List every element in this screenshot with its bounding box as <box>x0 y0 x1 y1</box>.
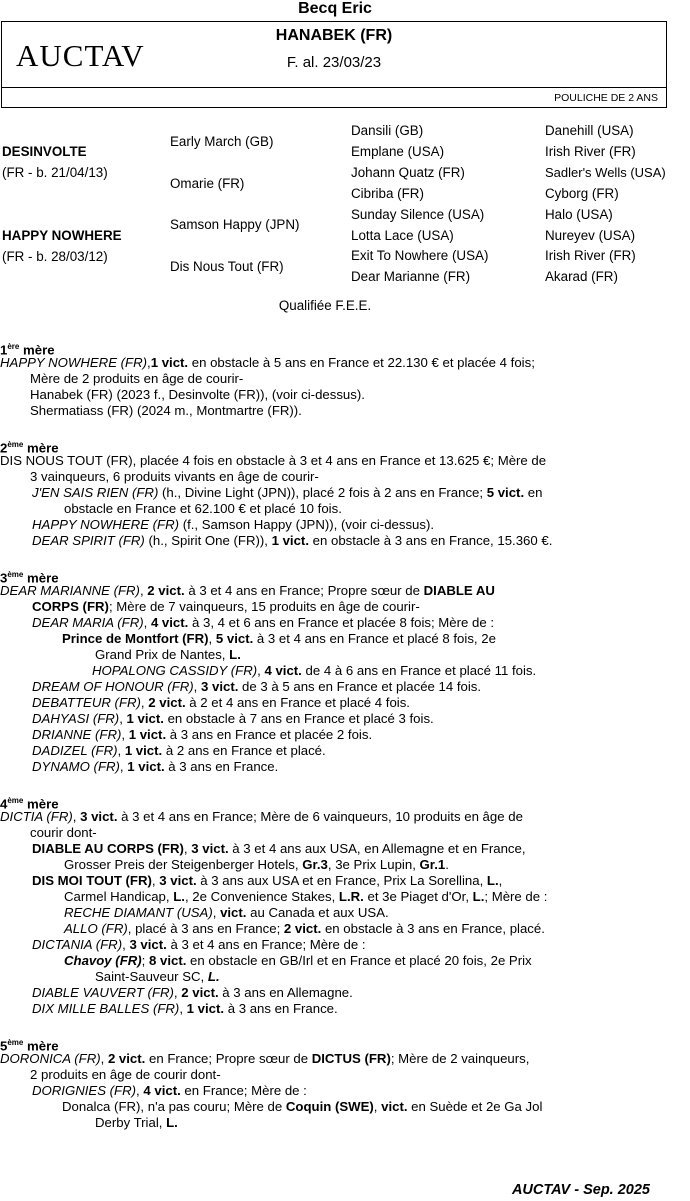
pedigree-gen4: Sadler's Wells (USA) <box>545 165 666 180</box>
text-line: DICTANIA (FR), 3 vict. à 3 et 4 ans en France; Mère de : <box>32 937 366 952</box>
horse-name: HANABEK (FR) <box>275 27 393 44</box>
pedigree-gen3: Exit To Nowhere (USA) <box>351 248 489 263</box>
text-line: Carmel Handicap, L., 2e Convenience Stakes, L.R. et 3e Piaget d'Or, L.; Mère de : <box>64 889 548 904</box>
horse-info: F. al. 23/03/23 <box>286 54 382 71</box>
dam-heading: 5ème mère <box>0 1038 59 1054</box>
pedigree-gen4: Irish River (FR) <box>545 144 636 159</box>
text-line: DREAM OF HONOUR (FR), 3 vict. de 3 à 5 ans en France et placée 14 fois. <box>32 679 482 694</box>
text-line: Hanabek (FR) (2023 f., Desinvolte (FR)), (voir ci-dessus). <box>30 387 365 402</box>
header-divider <box>2 87 666 88</box>
pedigree-gen3: Dansili (GB) <box>351 123 424 138</box>
text-line: DIS MOI TOUT (FR), 3 vict. à 3 ans aux USA et en France, Prix La Sorellina, L., <box>32 873 503 888</box>
text-line: Grosser Preis der Steigenberger Hotels, Gr.3, 3e Prix Lupin, Gr.1. <box>64 857 449 872</box>
pedigree-gen3: Johann Quatz (FR) <box>351 165 465 180</box>
text-line: HOPALONG CASSIDY (FR), 4 vict. de 4 à 6 ans en France et placé 11 fois. <box>92 663 537 678</box>
text-line: DEBATTEUR (FR), 2 vict. à 2 et 4 ans en France et placé 4 fois. <box>32 695 410 710</box>
horse-category: POULICHE DE 2 ANS <box>554 92 658 104</box>
text-line: DORONICA (FR), 2 vict. en France; Propre sœur de DICTUS (FR); Mère de 2 vainqueurs, <box>0 1051 530 1066</box>
pedigree-gen2: Dis Nous Tout (FR) <box>170 259 284 274</box>
pedigree-sire-name: DESINVOLTE <box>2 144 87 159</box>
text-line: HAPPY NOWHERE (FR),1 vict. en obstacle à 5 ans en France et 22.130 € et placée 4 fois; <box>0 355 535 370</box>
dam-heading: 1ère mère <box>0 342 55 358</box>
dam-heading: 3ème mère <box>0 570 59 586</box>
auctav-logo: AUCTAV <box>16 38 145 73</box>
pedigree-gen3: Emplane (USA) <box>351 144 445 159</box>
pedigree-gen4: Halo (USA) <box>545 207 613 222</box>
text-line: DIX MILLE BALLES (FR), 1 vict. à 3 ans en France. <box>32 1001 338 1016</box>
pedigree-sire-info: (FR - b. 21/04/13) <box>2 165 108 180</box>
pedigree-gen3: Cibriba (FR) <box>351 186 424 201</box>
dam-heading: 2ème mère <box>0 440 59 456</box>
text-line: courir dont- <box>30 825 97 840</box>
text-line: DIS NOUS TOUT (FR), placée 4 fois en obstacle à 3 et 4 ans en France et 13.625 €; Mère de <box>0 453 547 468</box>
text-line: obstacle en France et 62.100 € et placé 10 fois. <box>64 501 342 516</box>
pedigree-gen3: Dear Marianne (FR) <box>351 269 471 284</box>
text-line: 2 produits en âge de courir dont- <box>30 1067 221 1082</box>
qualification: Qualifiée F.E.E. <box>278 298 372 313</box>
pedigree-gen4: Nureyev (USA) <box>545 228 636 243</box>
text-line: DRIANNE (FR), 1 vict. à 3 ans en France et placée 2 fois. <box>32 727 373 742</box>
text-line: DAHYASI (FR), 1 vict. en obstacle à 7 ans en France et placé 3 fois. <box>32 711 434 726</box>
pedigree-dam-name: HAPPY NOWHERE <box>2 228 122 243</box>
text-line: DADIZEL (FR), 1 vict. à 2 ans en France et placé. <box>32 743 326 758</box>
text-line: RECHE DIAMANT (USA), vict. au Canada et aux USA. <box>64 905 389 920</box>
pedigree-gen4: Irish River (FR) <box>545 248 636 263</box>
dam-heading: 4ème mère <box>0 796 59 812</box>
text-line: DYNAMO (FR), 1 vict. à 3 ans en France. <box>32 759 279 774</box>
text-line: DICTIA (FR), 3 vict. à 3 et 4 ans en France; Mère de 6 vainqueurs, 10 produits en âge de <box>0 809 523 824</box>
pedigree-gen3: Sunday Silence (USA) <box>351 207 485 222</box>
pedigree-gen4: Cyborg (FR) <box>545 186 619 201</box>
pedigree-gen4: Danehill (USA) <box>545 123 634 138</box>
text-line: CORPS (FR); Mère de 7 vainqueurs, 15 produits en âge de courir- <box>32 599 420 614</box>
footer: AUCTAV - Sep. 2025 <box>511 1182 650 1198</box>
owner-name: Becq Eric <box>298 0 372 17</box>
text-line: Donalca (FR), n'a pas couru; Mère de Coquin (SWE), vict. en Suède et 2e Ga Jol <box>62 1099 543 1114</box>
text-line: DIABLE AU CORPS (FR), 3 vict. à 3 et 4 ans aux USA, en Allemagne et en France, <box>32 841 526 856</box>
pedigree-dam-info: (FR - b. 28/03/12) <box>2 249 108 264</box>
text-line: Mère de 2 produits en âge de courir- <box>30 371 244 386</box>
text-line: DEAR MARIA (FR), 4 vict. à 3, 4 et 6 ans en France et placée 8 fois; Mère de : <box>32 615 495 630</box>
text-line: Chavoy (FR); 8 vict. en obstacle en GB/Irl et en France et placé 20 fois, 2e Prix <box>64 953 532 968</box>
text-line: DORIGNIES (FR), 4 vict. en France; Mère de : <box>32 1083 307 1098</box>
text-line: HAPPY NOWHERE (FR) (f., Samson Happy (JPN)), (voir ci-dessus). <box>32 517 435 532</box>
text-line: ALLO (FR), placé à 3 ans en France; 2 vict. en obstacle à 3 ans en France, placé. <box>64 921 545 936</box>
text-line: Shermatiass (FR) (2024 m., Montmartre (FR)). <box>30 403 302 418</box>
pedigree-gen3: Lotta Lace (USA) <box>351 228 454 243</box>
text-line: DIABLE VAUVERT (FR), 2 vict. à 3 ans en Allemagne. <box>32 985 353 1000</box>
text-line: 3 vainqueurs, 6 produits vivants en âge de courir- <box>30 469 319 484</box>
pedigree-gen2: Early March (GB) <box>170 134 274 149</box>
text-line: Saint-Sauveur SC, L. <box>95 969 220 984</box>
text-line: DEAR MARIANNE (FR), 2 vict. à 3 et 4 ans en France; Propre sœur de DIABLE AU <box>0 583 495 598</box>
text-line: Derby Trial, L. <box>95 1115 178 1130</box>
pedigree-gen4: Akarad (FR) <box>545 269 618 284</box>
text-line: Prince de Montfort (FR), 5 vict. à 3 et 4 ans en France et placé 8 fois, 2e <box>62 631 496 646</box>
text-line: Grand Prix de Nantes, L. <box>95 647 241 662</box>
pedigree-gen2: Samson Happy (JPN) <box>170 217 300 232</box>
pedigree-gen2: Omarie (FR) <box>170 176 245 191</box>
text-line: J'EN SAIS RIEN (FR) (h., Divine Light (JPN)), placé 2 fois à 2 ans en France; 5 vict. en <box>32 485 543 500</box>
text-line: DEAR SPIRIT (FR) (h., Spirit One (FR)), 1 vict. en obstacle à 3 ans en France, 15.360 €. <box>32 533 553 548</box>
header-box <box>1 21 667 108</box>
